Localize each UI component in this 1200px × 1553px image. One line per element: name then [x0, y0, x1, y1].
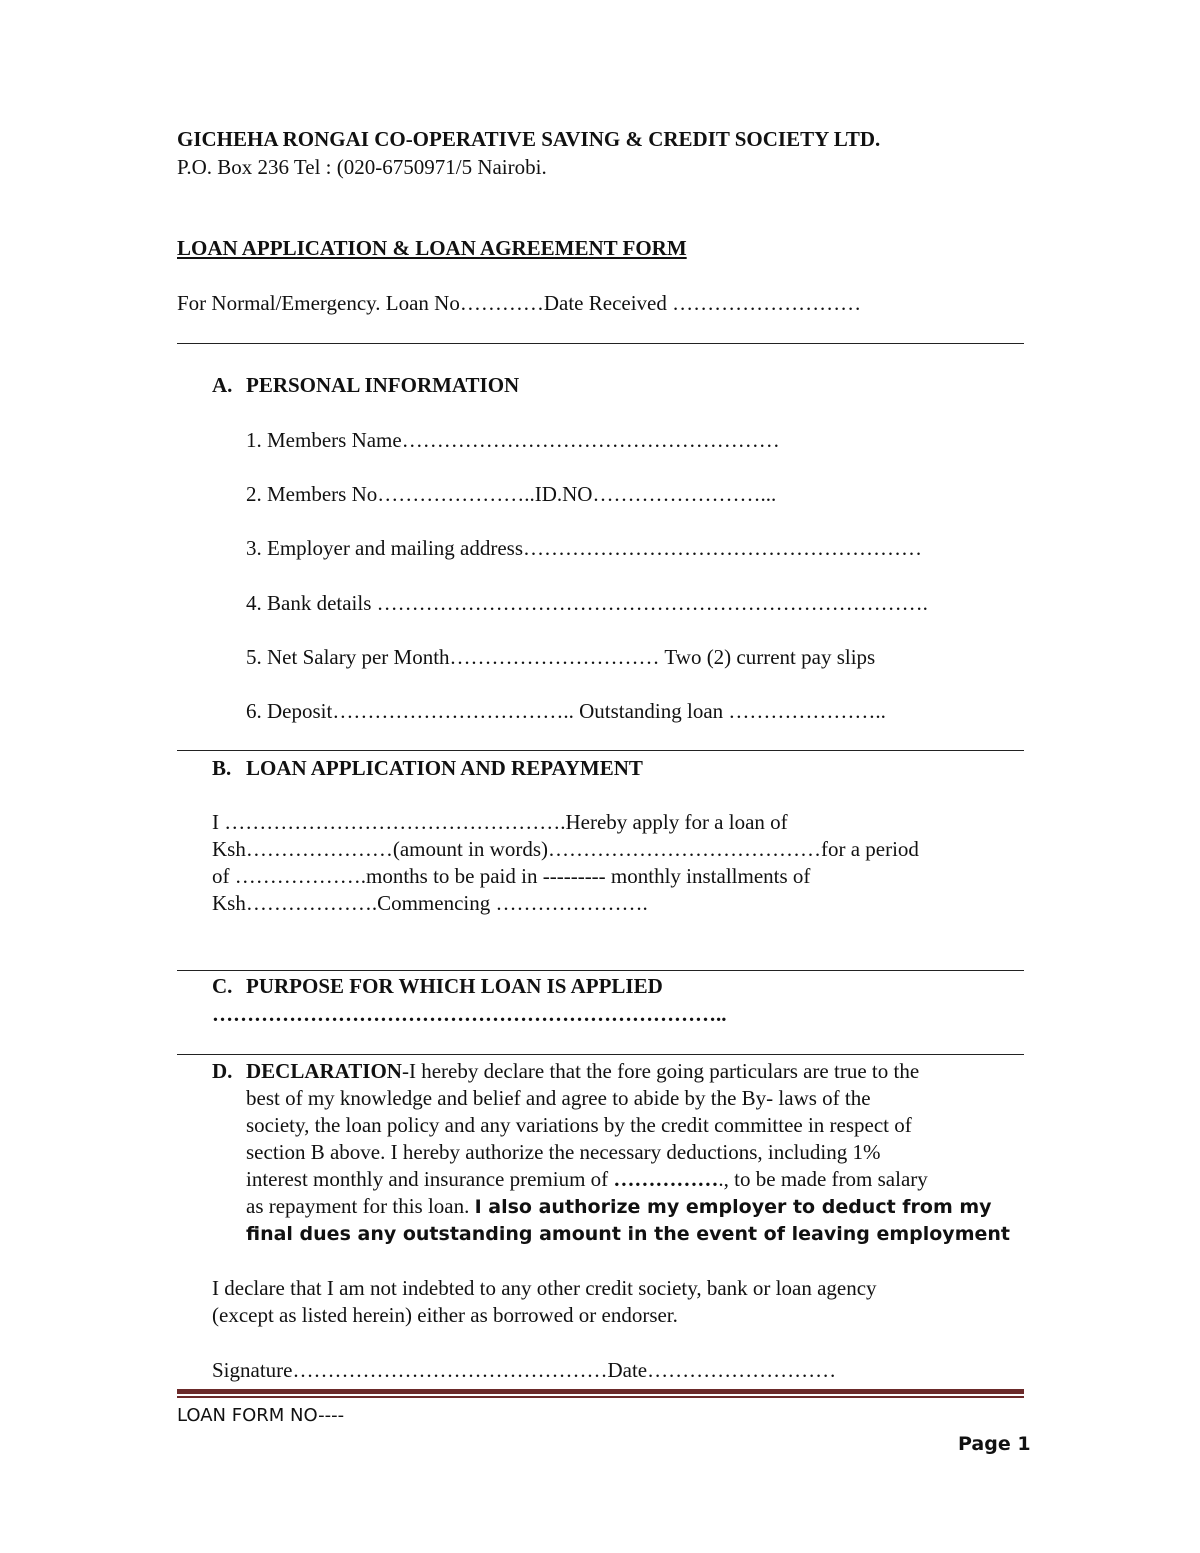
divider: [177, 970, 1024, 971]
form-title: LOAN APPLICATION & LOAN AGREEMENT FORM: [177, 236, 687, 260]
divider: [177, 343, 1024, 344]
insurance-premium-field[interactable]: ……………: [613, 1167, 719, 1191]
declaration-bold-text: I also authorize my employer to deduct from my: [474, 1196, 992, 1218]
footer-rule-thick: [177, 1389, 1024, 1394]
divider: [177, 750, 1024, 751]
section-c-letter: C.: [212, 974, 233, 998]
declaration-text: -I hereby declare that the fore going particulars are true to the: [401, 1059, 920, 1083]
loan-application-line[interactable]: of ……………….months to be paid in --------- monthly installments of: [212, 864, 811, 888]
section-d-title: DECLARATION: [246, 1059, 402, 1083]
field-members-no[interactable]: 2. Members No…………………..ID.NO……………………...: [246, 482, 777, 506]
declaration-text: society, the loan policy and any variations by the credit committee in respect of: [246, 1113, 912, 1137]
declaration-text: section B above. I hereby authorize the necessary deductions, including 1%: [246, 1140, 881, 1164]
signature-date-line[interactable]: Signature………………………………………Date………………………: [212, 1358, 837, 1382]
loan-form-number: LOAN FORM NO----: [177, 1405, 345, 1426]
loan-application-line[interactable]: Ksh……………….Commencing ………………….: [212, 891, 648, 915]
declaration-text: ., to be made from salary: [718, 1167, 928, 1191]
declaration-text: as repayment for this loan.: [246, 1194, 475, 1218]
purpose-field[interactable]: ………………………………………………………………..: [212, 1002, 727, 1026]
section-a-title: PERSONAL INFORMATION: [246, 373, 520, 397]
declaration-text: best of my knowledge and belief and agree to abide by the By- laws of the: [246, 1086, 871, 1110]
non-indebtedness-text: I declare that I am not indebted to any other credit society, bank or loan agency: [212, 1276, 877, 1300]
field-deposit[interactable]: 6. Deposit…………………………….. Outstanding loan …………………..: [246, 699, 886, 723]
org-name: GICHEHA RONGAI CO-OPERATIVE SAVING & CREDIT SOCIETY LTD.: [177, 127, 881, 151]
section-c-title: PURPOSE FOR WHICH LOAN IS APPLIED: [246, 974, 663, 998]
section-d-letter: D.: [212, 1059, 233, 1083]
declaration-body: [246, 1058, 1010, 1248]
section-b-title: LOAN APPLICATION AND REPAYMENT: [246, 756, 643, 780]
declaration-bold-text: final dues any outstanding amount in the event of leaving employment: [246, 1223, 1010, 1245]
declaration-text: interest monthly and insurance premium of: [246, 1167, 614, 1191]
non-indebtedness-text: (except as listed herein) either as borrowed or endorser.: [212, 1303, 678, 1327]
field-members-name[interactable]: 1. Members Name………………………………………………: [246, 428, 780, 452]
org-address: P.O. Box 236 Tel : (020-6750971/5 Nairobi.: [177, 155, 547, 179]
loan-application-line[interactable]: I ………………………………………….Hereby apply for a loan of: [212, 810, 788, 834]
loan-number-line[interactable]: For Normal/Emergency. Loan No…………Date Received ………………………: [177, 291, 862, 315]
section-a-letter: A.: [212, 373, 233, 397]
footer-rule-thin: [177, 1396, 1024, 1398]
section-b-letter: B.: [212, 756, 232, 780]
loan-application-line[interactable]: Ksh…………………(amount in words)…………………………………for a period: [212, 837, 919, 861]
divider: [177, 1054, 1024, 1055]
field-employer-address[interactable]: 3. Employer and mailing address…………………………………………………: [246, 536, 923, 560]
page-number: Page 1: [958, 1433, 1031, 1455]
field-net-salary[interactable]: 5. Net Salary per Month………………………… Two (2) current pay slips: [246, 645, 876, 669]
field-bank-details[interactable]: 4. Bank details …………………………………………………………………….: [246, 591, 928, 615]
